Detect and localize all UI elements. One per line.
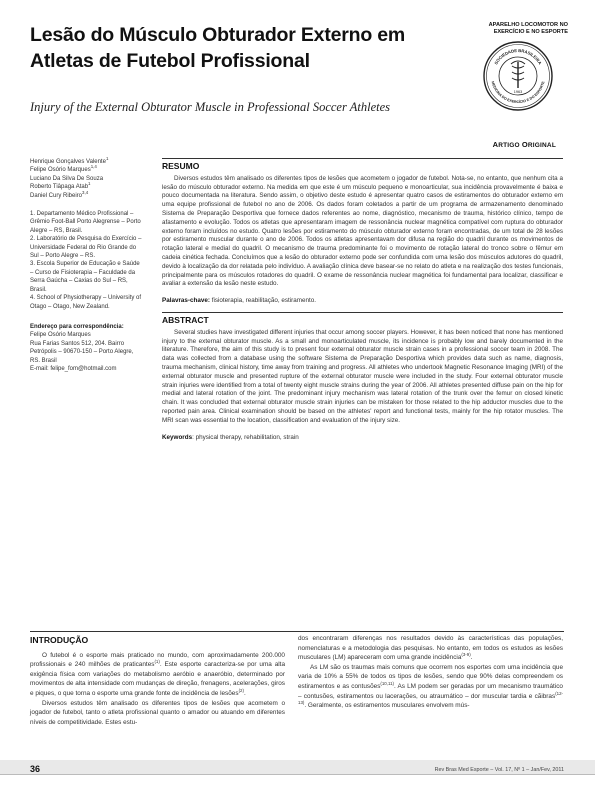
correspondence-line: Rua Farias Santos 512, 204. Bairro Petrópolis – 90670-150 – Porto Alegre, RS. Brasil [30, 340, 134, 364]
society-seal-logo [482, 40, 554, 112]
affiliation: 3. Escola Superior de Educação e Saúde – Curso de Fisioterapia – Faculdade da Serra Gaúcha – Caxias do Sul – RS, Brasil. [30, 261, 140, 293]
correspondence-heading: Endereço para correspondência: [30, 323, 124, 330]
author-info-column [30, 158, 142, 373]
affiliation: 2. Laboratório de Pesquisa do Exercício – Universidade Federal do Rio Grande do Sul – Porto Alegre – RS. [30, 236, 142, 260]
intro-column-1 [30, 632, 285, 727]
abstract-keywords: Keywords: physical therapy, rehabilitation, strain [162, 433, 299, 441]
seal-year: 1963 [513, 90, 523, 94]
article-title: Lesão do Músculo Obturador Externo em Atletas de Futebol Profissional [30, 24, 406, 72]
intro-paragraph: dos encontraram diferenças nos resultados devido às características das populações, nomenclaturas e a metodologia das pesquisas. No entanto, em todos os estudos as lesões musculares (LM) apareceram com uma grande incidência$^{(3-9)}$. [298, 635, 563, 662]
resumo-text: Diversos estudos têm analisado os diferentes tipos de lesões que acometem o jogador de futebol. Nota-se, no entanto, que nenhum cita a lesão do músculo obturador externo. Na medida em que este é um músculo pequeno e monoarticular, sua incidência provavelmente é baixa e pouco documentada na literatura. Sendo assim, o objetivo deste estudo é apresentar quatro casos de estiramentos do obturador externo em uma equipe profissional de futebol no ano de 2006. Os dados foram coletados a partir de um programa de armazenamento denominado Sistema de Preparação Desportiva que fornece dados referentes ao nome, diagnóstico, mecanismo de trauma, histórico clínico, tempo de afastamento e evolução. Todos os atletas que apresentaram imagem de ressonância nuclear magnética compatível com ruptura do obturador externo foram incluídos no estudo. Quatro lesões por estiramento do músculo obturador externo foram encontradas, de um total de 28 lesões por estiramento muscular durante o ano de 2006. Todos os atletas apresentavam dor difusa na região do quadril durante os movimentos de rotação lateral e medial do quadril. O mecanismo de trauma predominante foi o movimento de rotação lateral do tronco sobre o fêmur em cadeia cinética fechada. Concluímos que a lesão do obturador externo pode ser confundida com uma lesão dos músculos adutores do quadril, devido à localização da dor relatada pelo indivíduo. A avaliação clínica deve basear-se no relato do atleta e na realização dos testes funcionais, principalmente para os músculos rotadores do quadril. O exame de ressonância nuclear magnética foi fundamental para localizar, classificar e avaliar a extensão da lesão neste estudo. [162, 174, 563, 288]
author-name: Daniel Cury Ribeiro$^{3,4}$ [30, 189, 89, 199]
article-type-label: ARTIGO ORIGINAL [492, 140, 556, 149]
resumo-heading: RESUMO [162, 158, 563, 171]
affiliation: 4. School of Physiotherapy – University of Otago – Otago, New Zealand. [30, 295, 142, 310]
abstract-heading: ABSTRACT [162, 312, 563, 325]
intro-paragraph: As LM são os traumas mais comuns que ocorrem nos esportes com uma incidência que varia de 10% a 55% de todos os tipos de lesões, sendo que 90% delas compreendem os estiramentos e as contusões$^{(10,11)}$. As LM podem ser geradas por um mecanismo traumático – contusões, estiramentos ou lacerações, ou atraumático – dor muscular tardia e cãibras$^{(12-13)}$. Geralmente, os estiramentos musculares envolvem mús- [298, 663, 563, 710]
footer-divider [0, 774, 595, 775]
seal-text-bottom: MEDICINA DO EXERCÍCIO E DO ESPORTE [490, 80, 546, 105]
article-subtitle-english: Injury of the External Obturator Muscle in Professional Soccer Athletes [30, 100, 391, 114]
page-number: 36 [30, 764, 41, 774]
intro-column-2 [298, 634, 563, 711]
author-name: Felipe Osório Marques$^{1,4}$ [30, 164, 97, 174]
intro-heading: INTRODUÇÃO [30, 635, 89, 645]
affiliation: 1. Departamento Médico Profissional – Grêmio Foot-Ball Porto Alegrense – Porto Alegre – RS, Brasil. [30, 211, 141, 234]
author-name: Henrique Gonçalves Valente$^1$ [30, 156, 109, 165]
author-name: Roberto Tiâpaga Atab$^1$ [30, 181, 91, 191]
abstract-text: Several studies have investigated different injuries that occur among soccer players. However, it has been noticed that none has mentioned injury to the external obturator muscle. As a small and monoarticulated muscle, its incidence is probably low and barely documented in the literature. Therefore, the aim of this study is to present four external obturator muscle strain cases in a professional soccer team in 2008. The data was collected from a database using the software Sistema de Preparação Desportiva which provides data such as name, diagnosis, trauma mechanism, clinical history, time away from training and progress. All athletes who undertook Magnetic Resonance Imaging (MRI) of the external obturator muscle and presented rupture of the external obturator muscle were included in the study. Four external obturator muscle strain injuries were identified from a total of twenty eight muscle strains during the year of 2006. All athletes presented diffuse pain on the hip for medial and lateral rotation of the joint. The predominant injury mechanism was lateral rotation of the trunk over the femur on closed kinetic chain. It was concluded that external obturator muscle strain injuries can be mistaken for those related to the hip adductor muscles due to the reported pain area. Clinical examination should be based on the athletes' report and functional tests, mainly for the hip rotator muscles. The MRI scan was essential to the location, classification and evaluation of the injury size. [162, 328, 563, 424]
section-label: APARELHO LOCOMOTOR NO EXERCÍCIO E NO ESPORTE [488, 22, 568, 35]
intro-paragraph: Diversos estudos têm analisado os diferentes tipos de lesões que acometem o jogador de futebol, tanto o atleta profissional quanto o amador ou atuando em diferentes níveis de competitividade. Estes estu- [30, 699, 285, 726]
correspondence-email: E-mail: felipe_fom@hotmail.com [30, 365, 117, 372]
journal-citation: Rev Bras Med Esporte – Vol. 17, Nº 1 – Jan/Fev, 2011 [434, 767, 564, 773]
abstract-column [162, 158, 563, 448]
correspondence-line: Felipe Osório Marques [30, 332, 91, 339]
author-list [30, 158, 142, 200]
intro-paragraph: O futebol é o esporte mais praticado no mundo, com aproximadamente 200.000 profissionais e 240 milhões de praticantes$^{(1)}$. Este esporte caracteriza-se por uma alta exigência física com variações do metabolismo aeróbio e anaeróbio, determinado por movimentos de alta intensidade com mudanças de direção, frenagens, acelerações, giros e piques, o que torna o esporte uma grande fonte de incidência de lesões$^{(2)}$. [30, 651, 285, 697]
seal-text-top: SOCIEDADE BRASILEIRA [493, 47, 543, 66]
resumo-keywords: Palavras-chave: fisioterapia, reabilitação, estiramento. [162, 297, 317, 305]
author-name: Luciano Da Silva De Souza [30, 175, 104, 182]
